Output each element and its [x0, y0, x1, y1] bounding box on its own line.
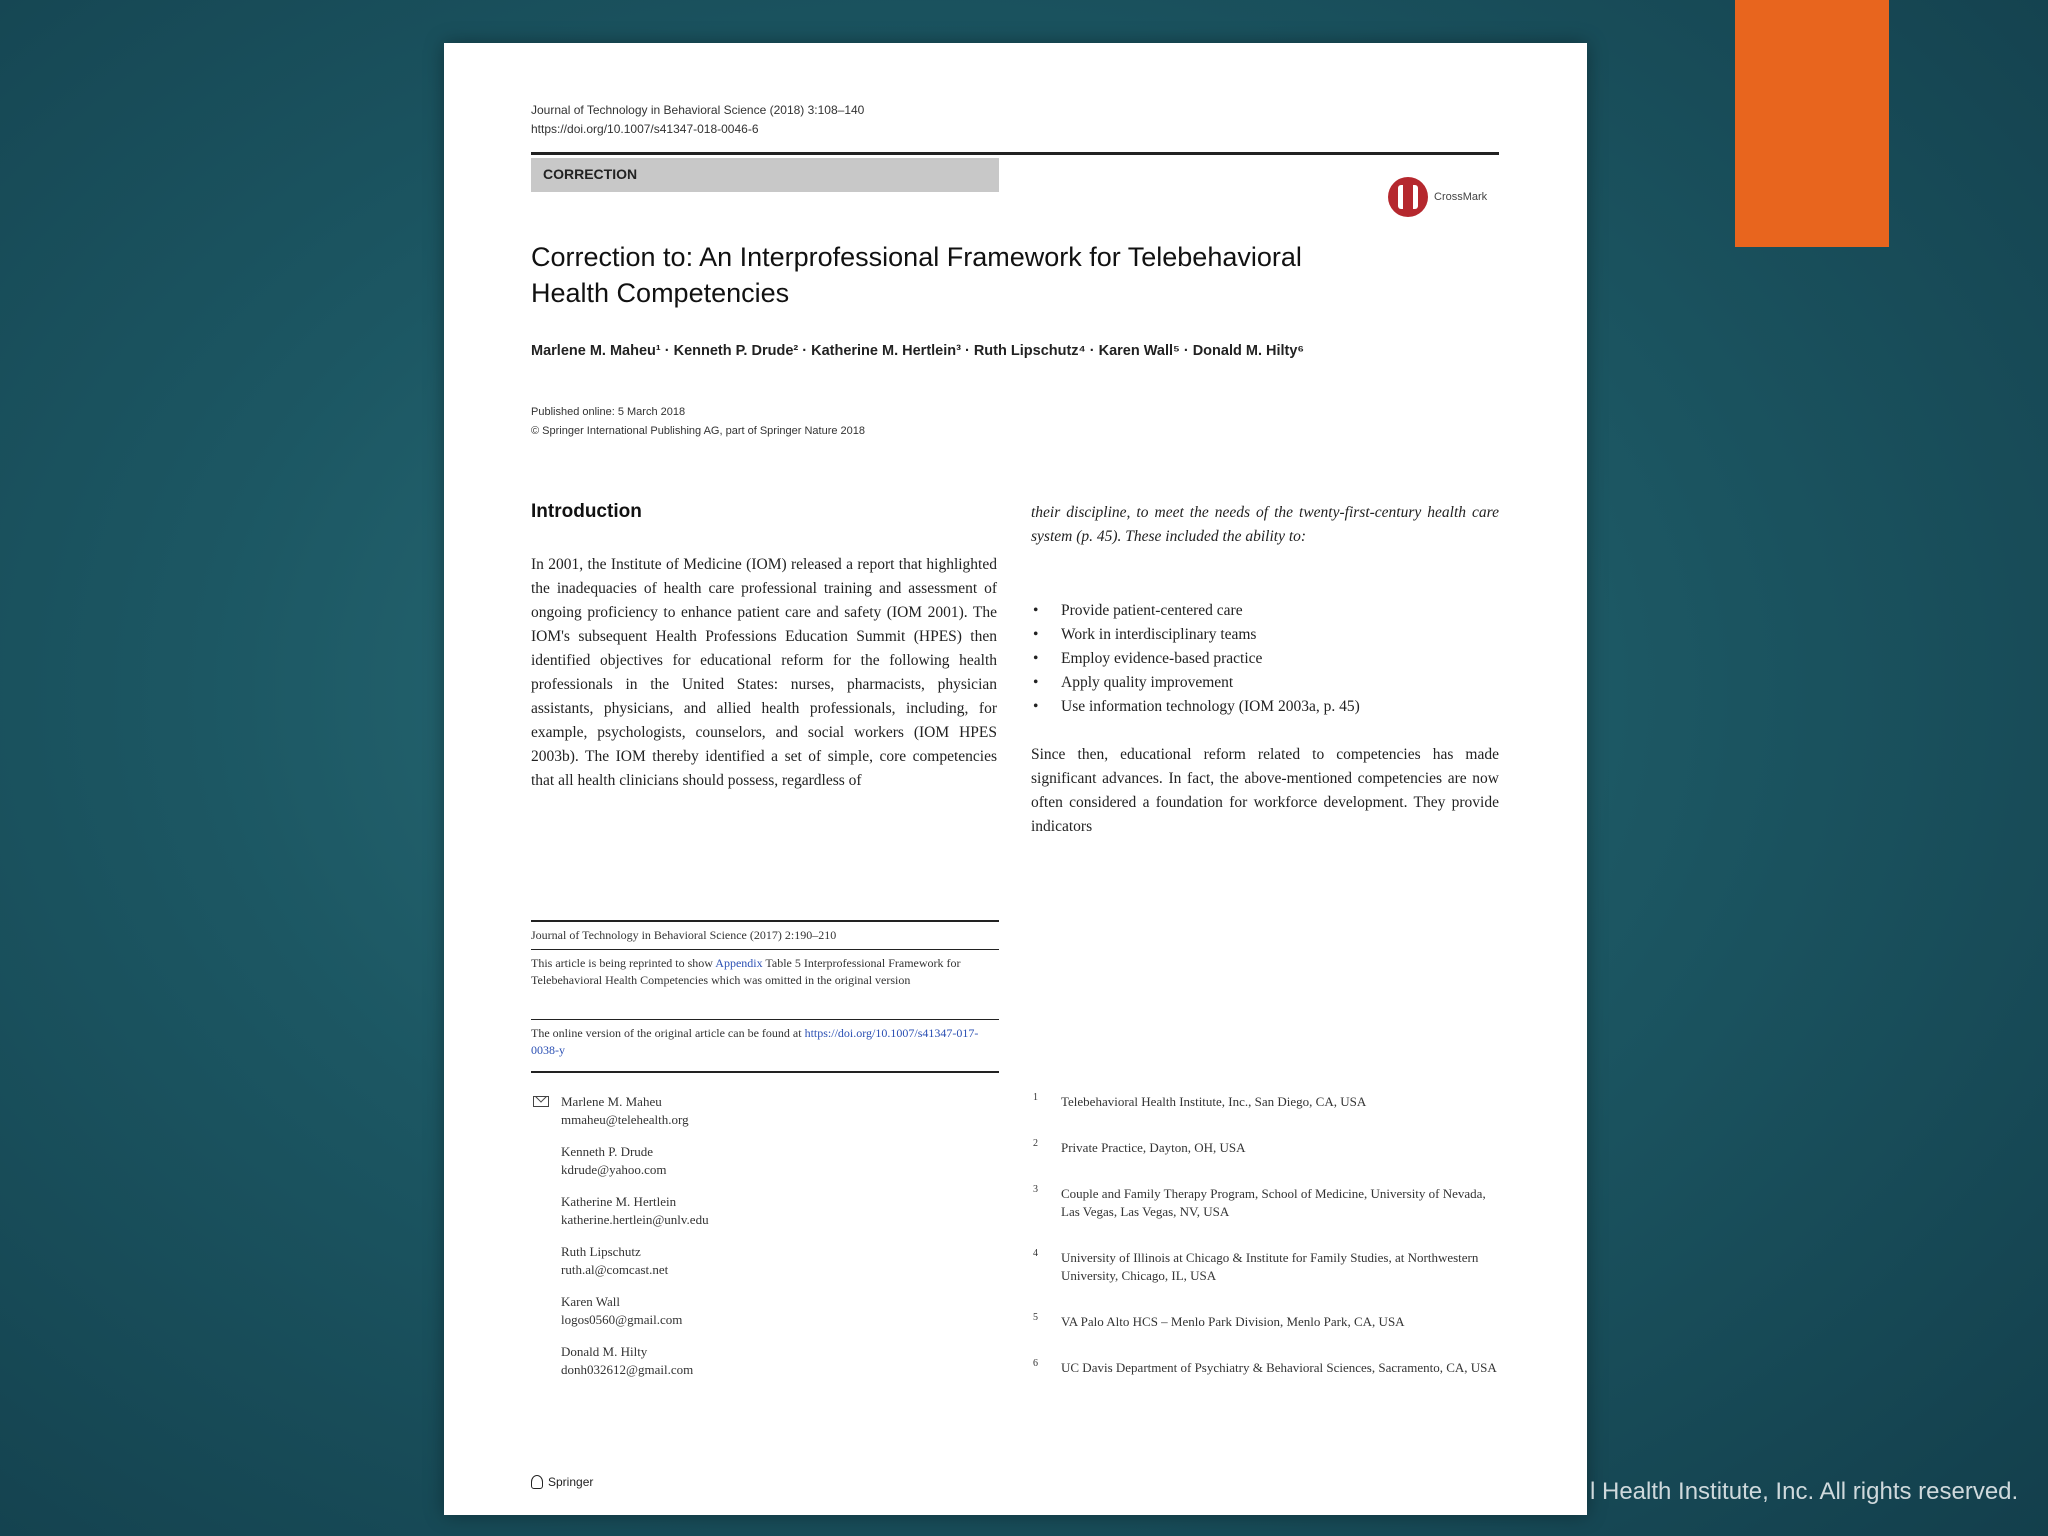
footnote-rule-3	[531, 1019, 999, 1020]
affiliation-item	[1031, 1185, 1499, 1221]
footnote-rule-4	[531, 1071, 999, 1073]
right-paragraph-2: Since then, educational reform related to competencies has made significant advances. In fact, the above-mentioned competencies are now often considered a foundation for workforce development. They provide indicators	[1031, 746, 1499, 835]
springer-horse-icon	[531, 1475, 543, 1489]
publication-info	[531, 403, 865, 441]
affiliation-text: UC Davis Department of Psychiatry & Behavioral Sciences, Sacramento, CA, USA	[1061, 1360, 1497, 1375]
envelope-icon	[533, 1096, 549, 1107]
contact-name: Donald M. Hilty	[561, 1344, 648, 1359]
contact-item	[531, 1293, 999, 1329]
contact-item	[531, 1243, 999, 1279]
crossmark-icon	[1388, 177, 1428, 217]
title-line-2: Health Competencies	[531, 278, 790, 308]
intro-paragraph: In 2001, the Institute of Medicine (IOM) released a report that highlighted the inadequacies of health care professional training and assessment of ongoing proficiency to enhance patient care and safety (IOM 2001). The IOM's subsequent Health Professions Education Summit (HPES) then identified objectives for educational reform for the following health professionals in the United States: nurses, pharmacists, physician assistants, physicians, and allied health professionals, including, for example, psychologists, counselors, and social workers (IOM HPES 2003b). The IOM thereby identified a set of simple, core competencies that all health clinicians should possess, regardless of	[531, 556, 997, 789]
appendix-link[interactable]: Appendix	[715, 956, 763, 970]
contact-item	[531, 1093, 999, 1129]
contact-list	[531, 1093, 999, 1393]
footnote-rule-2	[531, 949, 999, 950]
reprint-note-text-2: Table 5 Interprofessional Framework for Telebehavioral Health Competencies which was omitted in the original version	[531, 956, 961, 987]
list-item: • Work in interdisciplinary teams	[1031, 623, 1499, 647]
contact-item	[531, 1343, 999, 1379]
journal-citation: Journal of Technology in Behavioral Science (2018) 3:108–140	[531, 103, 865, 117]
accent-block	[1735, 0, 1889, 247]
article-title	[531, 239, 1391, 311]
section-label-bar	[531, 158, 999, 192]
publisher-name: Springer	[548, 1475, 594, 1489]
competency-list	[1031, 599, 1499, 719]
section-label: CORRECTION	[543, 166, 638, 182]
affiliation-number: 2	[1033, 1138, 1038, 1149]
contact-email[interactable]: logos0560@gmail.com	[561, 1312, 683, 1327]
header-rule	[531, 152, 1499, 155]
affiliation-number: 1	[1033, 1092, 1038, 1103]
affiliation-item	[1031, 1313, 1499, 1331]
contact-name: Marlene M. Maheu	[561, 1094, 662, 1109]
footnote-rule-1	[531, 920, 999, 922]
affiliation-item	[1031, 1093, 1499, 1111]
affiliation-item	[1031, 1359, 1499, 1377]
list-item: • Employ evidence-based practice	[1031, 647, 1499, 671]
list-item: • Apply quality improvement	[1031, 671, 1499, 695]
contact-item	[531, 1143, 999, 1179]
document-page	[444, 43, 1587, 1515]
affiliation-text: Telebehavioral Health Institute, Inc., San Diego, CA, USA	[1061, 1094, 1367, 1109]
affiliation-number: 3	[1033, 1184, 1038, 1195]
affiliation-text: Couple and Family Therapy Program, School of Medicine, University of Nevada, Las Vegas, Las Vegas, NV, USA	[1061, 1186, 1486, 1219]
affiliation-number: 6	[1033, 1358, 1038, 1369]
published-date: Published online: 5 March 2018	[531, 406, 686, 418]
affiliation-number: 5	[1033, 1312, 1038, 1323]
right-paragraph-1: their discipline, to meet the needs of the twenty-first-century health care system (p. 45). These included the ability to:	[1031, 504, 1499, 545]
online-version-note	[531, 1025, 999, 1059]
copyright-line: © Springer International Publishing AG, part of Springer Nature 2018	[531, 425, 866, 437]
contact-name: Ruth Lipschutz	[561, 1244, 641, 1259]
contact-name: Kenneth P. Drude	[561, 1144, 654, 1159]
contact-email[interactable]: kdrude@yahoo.com	[561, 1162, 667, 1177]
intro-heading: Introduction	[531, 501, 642, 522]
contact-name: Karen Wall	[561, 1294, 620, 1309]
affiliation-text: University of Illinois at Chicago & Institute for Family Studies, at Northwestern University, Chicago, IL, USA	[1061, 1250, 1479, 1283]
reprint-note	[531, 955, 999, 989]
author-list: Marlene M. Maheu¹ · Kenneth P. Drude² · Katherine M. Hertlein³ · Ruth Lipschutz⁴ · Karen Wall⁵ · Donald M. Hilty⁶	[531, 343, 1305, 359]
contact-email[interactable]: mmaheu@telehealth.org	[561, 1112, 689, 1127]
reprint-note-text: This article is being reprinted to show	[531, 956, 716, 970]
list-item: • Use information technology (IOM 2003a, p. 45)	[1031, 695, 1499, 719]
affiliation-text: Private Practice, Dayton, OH, USA	[1061, 1140, 1246, 1155]
title-line-1: Correction to: An Interprofessional Framework for Telebehavioral	[531, 242, 1302, 272]
affiliation-number: 4	[1033, 1248, 1038, 1259]
contact-email[interactable]: katherine.hertlein@unlv.edu	[561, 1212, 709, 1227]
publisher-logo	[531, 1475, 593, 1489]
list-item: • Provide patient-centered care	[1031, 599, 1499, 623]
crossmark-badge[interactable]	[1388, 177, 1487, 217]
affiliation-item	[1031, 1139, 1499, 1157]
original-article-link[interactable]: https://doi.org/10.1007/s41347-017-0038-y	[531, 1026, 979, 1057]
online-note-text: The online version of the original article can be found at	[531, 1026, 805, 1040]
affiliation-list	[1031, 1093, 1499, 1377]
crossmark-label: CrossMark	[1434, 191, 1488, 203]
doi-link: https://doi.org/10.1007/s41347-018-0046-6	[531, 122, 759, 136]
affiliation-text: VA Palo Alto HCS – Menlo Park Division, Menlo Park, CA, USA	[1061, 1314, 1405, 1329]
contact-email[interactable]: donh032612@gmail.com	[561, 1362, 694, 1377]
affiliation-item	[1031, 1249, 1499, 1285]
slide-footer-copyright: l Health Institute, Inc. All rights reserved.	[1590, 1478, 2019, 1505]
original-citation: Journal of Technology in Behavioral Science (2017) 2:190–210	[531, 928, 837, 942]
contact-email[interactable]: ruth.al@comcast.net	[561, 1262, 669, 1277]
contact-name: Katherine M. Hertlein	[561, 1194, 677, 1209]
contact-item	[531, 1193, 999, 1229]
